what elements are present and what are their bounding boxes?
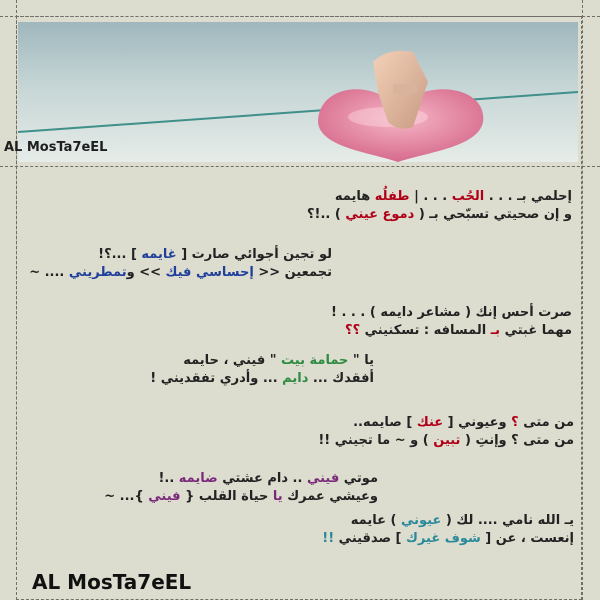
poem-segment: فيني (148, 489, 181, 504)
poem-segment: ] ...؟! (98, 247, 142, 262)
poem-stanza (331, 304, 572, 340)
poem-segment: و إن صحيتي تسبّحي بـ ( (414, 207, 572, 222)
poem-line (322, 512, 574, 530)
poem-segment: تجمعين << (253, 265, 332, 280)
poem-segment: موتي (339, 471, 378, 486)
poem-segment: وعيوني [ (443, 415, 512, 430)
poem-line (150, 352, 374, 370)
footer-signature: AL MosTa7eEL (32, 570, 192, 594)
poem-segment: بـ (490, 323, 501, 338)
poem-segment: تبين (433, 433, 461, 448)
poem-stanza (307, 188, 572, 224)
poem-stanza (318, 414, 574, 450)
divider-right (582, 0, 583, 600)
poem-segment: الحُب (451, 189, 485, 204)
poem-segment: من متى (518, 415, 574, 430)
poem-segment: . . . | (409, 189, 452, 204)
poem-segment: ؟؟ (345, 323, 361, 338)
poem-line (104, 470, 378, 488)
poem-segment: هايمه (334, 189, 375, 204)
poem-segment: فيني (306, 471, 340, 486)
poem-segment: المسافه : تسكنيني (360, 323, 491, 338)
poem-segment: مهما غبتي (500, 323, 572, 338)
poem-segment: }... ~ (104, 489, 149, 504)
poem-segment: إنعست ، عن [ (480, 531, 574, 546)
poem-stanza (150, 352, 374, 388)
poem-segment: عيوني (400, 513, 442, 528)
poem-segment: لو تجين أجوائي صارت [ (176, 247, 332, 262)
poem-segment: يـ الله نامي .... لك ( (441, 513, 574, 528)
poem-segment: ... وأدري تفقديني ! (150, 371, 283, 386)
poem-segment: يا (272, 489, 283, 504)
poem-segment: يا " (348, 353, 374, 368)
poem-segment: من متى ؟ وإنتِ ( (460, 433, 574, 448)
poem-line (318, 414, 574, 432)
poem-segment: عنك (416, 415, 444, 430)
poem-line (331, 322, 572, 340)
poem-segment: طفلُه (374, 189, 410, 204)
poem-line (307, 206, 572, 224)
poem-segment: دايم (282, 371, 309, 386)
poem-segment: صرت أحس إنك ( (460, 305, 572, 320)
poem-stanza (104, 470, 378, 506)
banner-signature: AL MosTa7eEL (4, 140, 108, 155)
poem-segment: حياة القلب { (180, 489, 273, 504)
poem-segment: !! (322, 531, 335, 546)
poem-segment: شوف غيرك (406, 531, 481, 546)
poem-segment: ) . . . ! (331, 305, 381, 320)
poem-line (29, 246, 332, 264)
poem-segment: وعيشي عمرك (282, 489, 378, 504)
poem-line (150, 370, 374, 388)
poem-segment: غايمه (141, 247, 177, 262)
poem-line (29, 264, 332, 282)
divider-banner (0, 166, 600, 167)
poem-segment: أفقدك ... (308, 371, 374, 386)
poem-segment: " فيني ، حايمه (183, 353, 282, 368)
poem-segment: ) و ~ ما تجيني !! (318, 433, 434, 448)
poem-segment: ؟ (511, 415, 519, 430)
poem-segment: دموع عيني (345, 207, 415, 222)
poem-segment: حمامة بيت (281, 353, 349, 368)
poem-segment: تمطريني (68, 265, 127, 280)
poem-stanza (29, 246, 332, 282)
poem-segment: .. دام عشتي (217, 471, 307, 486)
poem-segment: ] صايمه.. (353, 415, 417, 430)
poem-segment: ) عايمه (350, 513, 401, 528)
poem-segment: مشاعر دايمه (380, 305, 461, 320)
divider-left (16, 0, 17, 600)
poem-line (322, 530, 574, 548)
poem-line (331, 304, 572, 322)
poem-segment: ضايمه (178, 471, 218, 486)
poem-segment: >> و (126, 265, 166, 280)
poem-segment: ) ..!؟ (307, 207, 346, 222)
poem-stanza (322, 512, 574, 548)
poem-line (307, 188, 572, 206)
poem-segment: ..! (158, 471, 179, 486)
poem-line (318, 432, 574, 450)
divider-top (0, 16, 600, 17)
poem-segment: ] صدقيني (334, 531, 407, 546)
poem-line (104, 488, 378, 506)
poem-segment: إحساسي فيك (165, 265, 254, 280)
poem-segment: .... ~ (29, 265, 69, 280)
poem-segment: إحلمي بـ . . . (484, 189, 572, 204)
